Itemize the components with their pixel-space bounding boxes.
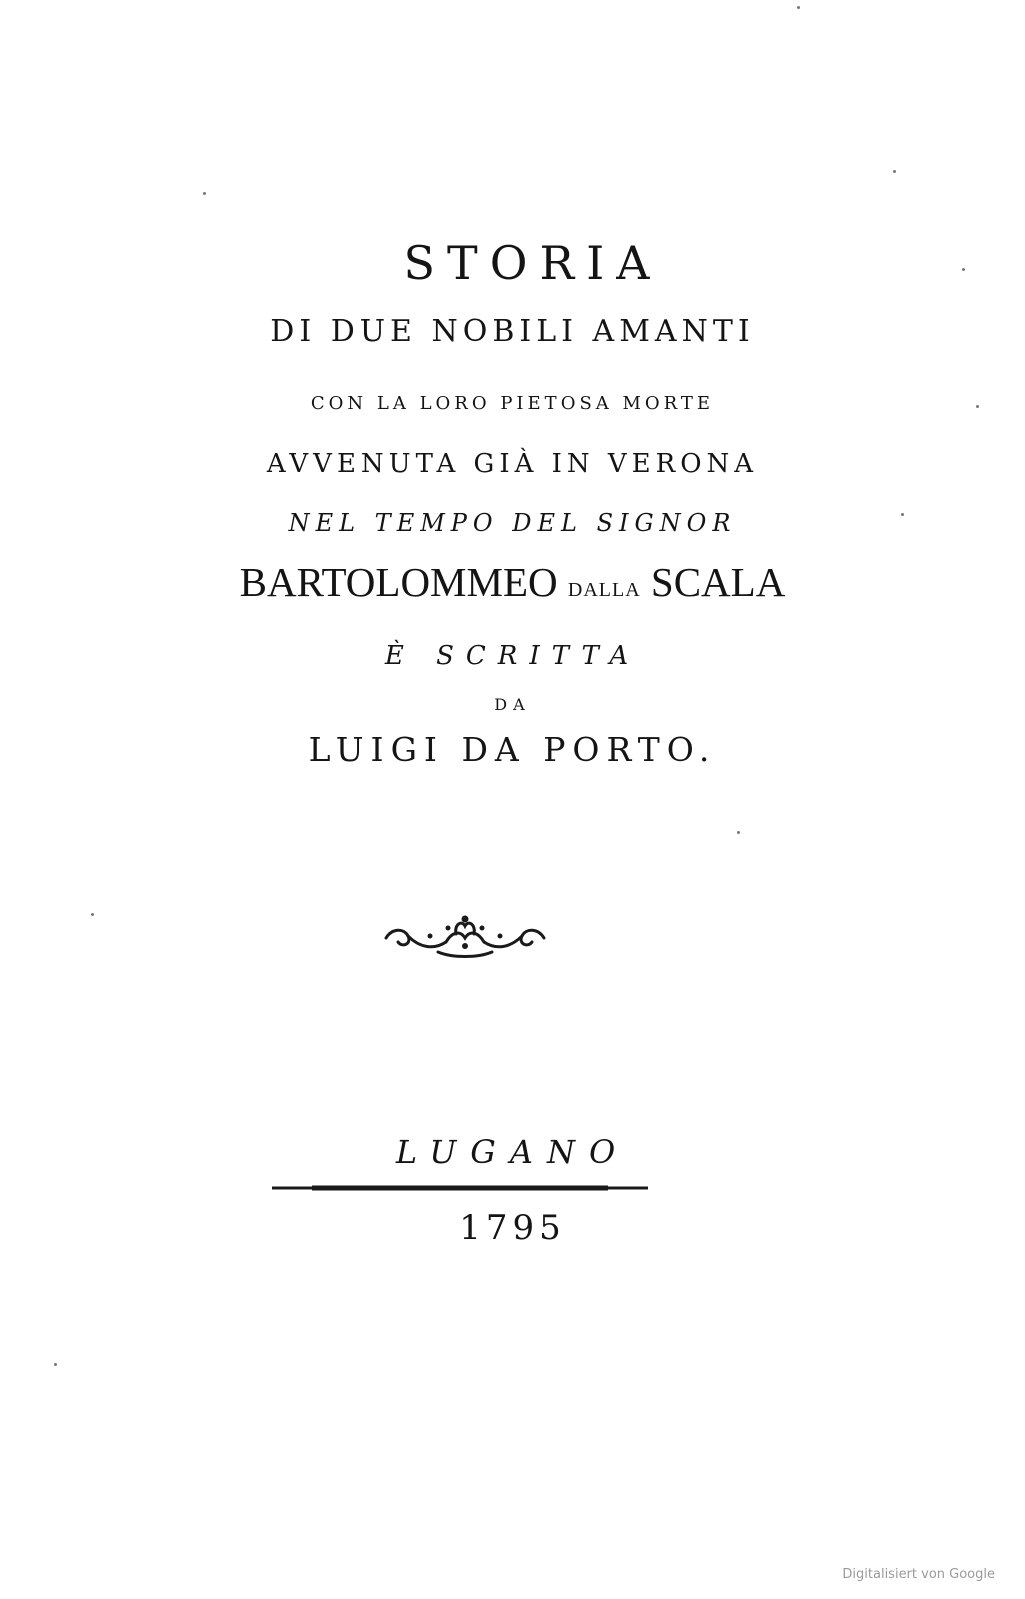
imprint-rule — [272, 1185, 648, 1191]
author-preposition: DA — [494, 695, 531, 714]
title-line-4: AVVENUTA GIÀ IN VERONA — [266, 449, 759, 479]
person-name-first: BARTOLOMMEO — [239, 559, 558, 605]
person-name-line — [0, 559, 1025, 605]
book-subtitle: DI DUE NOBILI AMANTI — [270, 314, 755, 349]
paper-speck — [737, 831, 740, 834]
title-line-5: NEL TEMPO DEL SIGNOR — [288, 509, 737, 537]
book-title: STORIA — [403, 236, 662, 290]
imprint-year: 1795 — [459, 1208, 566, 1248]
person-name-particle: DALLA — [567, 579, 641, 601]
person-name-last: SCALA — [650, 559, 786, 605]
author-name: LUIGI DA PORTO. — [308, 730, 717, 769]
imprint-place: LUGANO — [395, 1133, 630, 1171]
ornament-icon — [382, 912, 548, 962]
paper-speck — [797, 6, 800, 9]
title-line-7: È SCRITTA — [384, 641, 641, 671]
title-line-3: CON LA LORO PIETOSA MORTE — [310, 393, 715, 414]
paper-speck — [893, 170, 896, 173]
paper-speck — [91, 913, 94, 916]
paper-speck — [976, 405, 979, 408]
paper-speck — [203, 192, 206, 195]
paper-speck — [54, 1363, 57, 1366]
paper-speck — [962, 268, 965, 271]
paper-speck — [901, 513, 904, 516]
digitization-watermark: Digitalisiert von Google — [842, 1567, 995, 1582]
